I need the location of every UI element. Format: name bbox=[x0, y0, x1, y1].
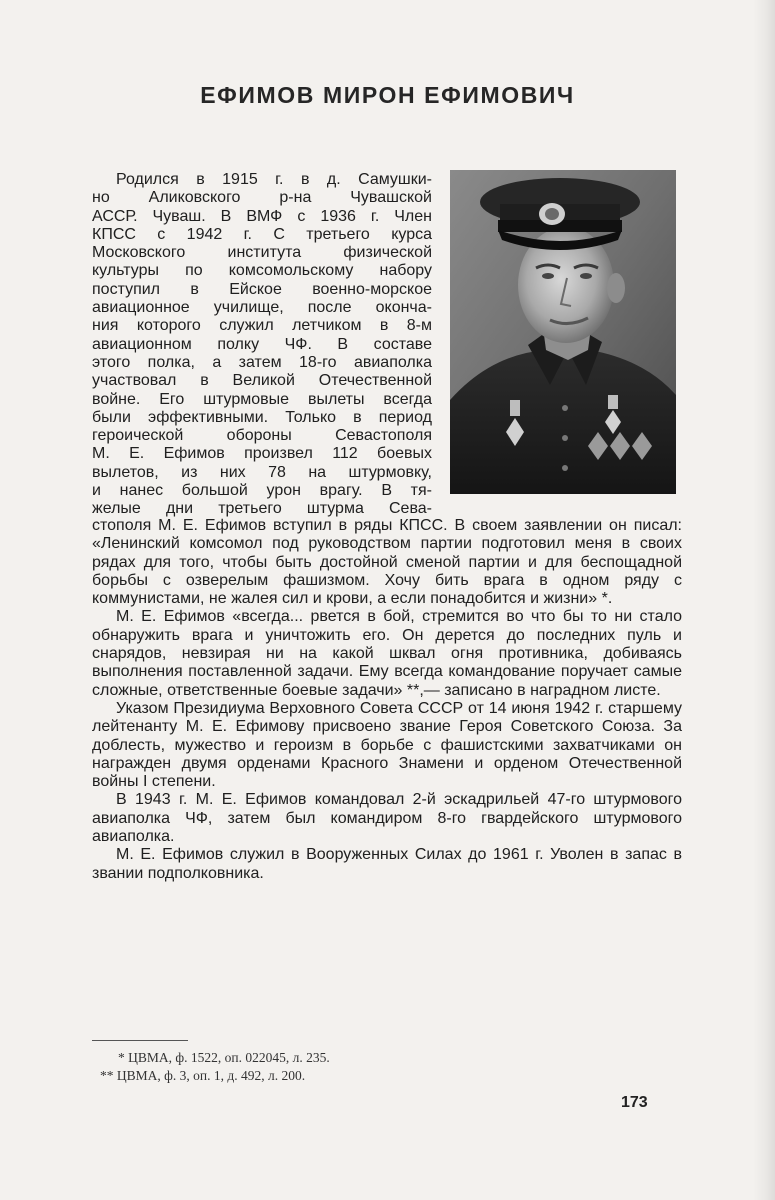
footnote: ** ЦВМА, ф. 3, оп. 1, д. 492, л. 200. bbox=[100, 1068, 306, 1083]
text-line: героической обороны Севастополя bbox=[92, 427, 432, 445]
text-line: М. Е. Ефимов произвел 112 боевых bbox=[92, 445, 432, 463]
footnote-divider bbox=[92, 1040, 188, 1041]
page-title: ЕФИМОВ МИРОН ЕФИМОВИЧ bbox=[200, 82, 575, 108]
text-line: ния которого служил летчиком в 8-м bbox=[92, 317, 432, 335]
page-edge-shadow bbox=[753, 0, 775, 1200]
text-line: культуры по комсомольскому набору bbox=[92, 262, 432, 280]
text-line: участвовал в Великой Отечественной bbox=[92, 372, 432, 390]
text-line: желые дни третьего штурма Сева- bbox=[92, 500, 432, 518]
wrapped-text-block bbox=[92, 171, 432, 519]
text-line: КПСС с 1942 г. С третьего курса bbox=[92, 225, 432, 243]
paragraph-continuation: стополя М. Е. Ефимов вступил в ряды КПСС. В своем заявлении он писал: «Ленинский комсомол под руководством партии подготовил меня в своих рядах для того, чтобы быть достойной сменой партии и для беспощадной борьбы с озверелым фашизмом. Хочу бить врага в одном ряду с коммунистами, не жалея сил и крови, а если понадобится и жизни» *. bbox=[92, 517, 682, 608]
text-line: вылетов, из них 78 на штурмовку, bbox=[92, 463, 432, 481]
footnote: * ЦВМА, ф. 1522, оп. 022045, л. 235. bbox=[118, 1050, 330, 1065]
text-line: этого полка, а затем 18-го авиаполка bbox=[92, 353, 432, 371]
paragraph: Указом Президиума Верховного Совета СССР от 14 июня 1942 г. старшему лейтенанту М. Е. Ефимову присвоено звание Героя Советского Союза. За доблесть, мужество и героизм в борьбе с фашистскими захватчиками он награжден двумя орденами Красного Знамени и орденом Отечественной войны I степени. bbox=[92, 699, 682, 791]
paragraph: М. Е. Ефимов «всегда... рвется в бой, стремится во что бы то ни стало обнаружить врага и уничтожить его. Он дерется до последних пуль и снарядов, невзирая ни на какой шквал огня противника, добиваясь выполнения поставленной задачи. Ему всегда командование поручает самые сложные, ответственные боевые задачи» **,— записано в наградном листе. bbox=[92, 608, 682, 699]
paragraph: В 1943 г. М. Е. Ефимов командовал 2-й эскадрильей 47-го штурмового авиаполка ЧФ, затем был командиром 8-го гвардейского штурмового авиаполка. bbox=[92, 791, 682, 846]
text-line: авиационном полку ЧФ. В составе bbox=[92, 335, 432, 353]
page-number: 173 bbox=[621, 1094, 648, 1111]
body-text bbox=[92, 517, 682, 883]
text-line: Родился в 1915 г. в д. Самушки- bbox=[116, 171, 432, 188]
text-line: были эффективными. Только в период bbox=[92, 408, 432, 426]
text-line: АССР. Чуваш. В ВМФ с 1936 г. Член bbox=[92, 207, 432, 225]
text-line: но Аликовского р-на Чувашской bbox=[92, 189, 432, 207]
text-line: Московского института физической bbox=[92, 244, 432, 262]
text-line: и нанес большой урон врагу. В тя- bbox=[92, 482, 432, 500]
portrait-photo bbox=[450, 170, 676, 494]
text-line: войне. Его штурмовые вылеты всегда bbox=[92, 390, 432, 408]
text-line: авиационное училище, после оконча- bbox=[92, 299, 432, 317]
footnotes bbox=[100, 1049, 330, 1085]
text-line: поступил в Ейское военно-морское bbox=[92, 280, 432, 298]
paragraph: М. Е. Ефимов служил в Вооруженных Силах до 1961 г. Уволен в запас в звании подполковника. bbox=[92, 846, 682, 882]
